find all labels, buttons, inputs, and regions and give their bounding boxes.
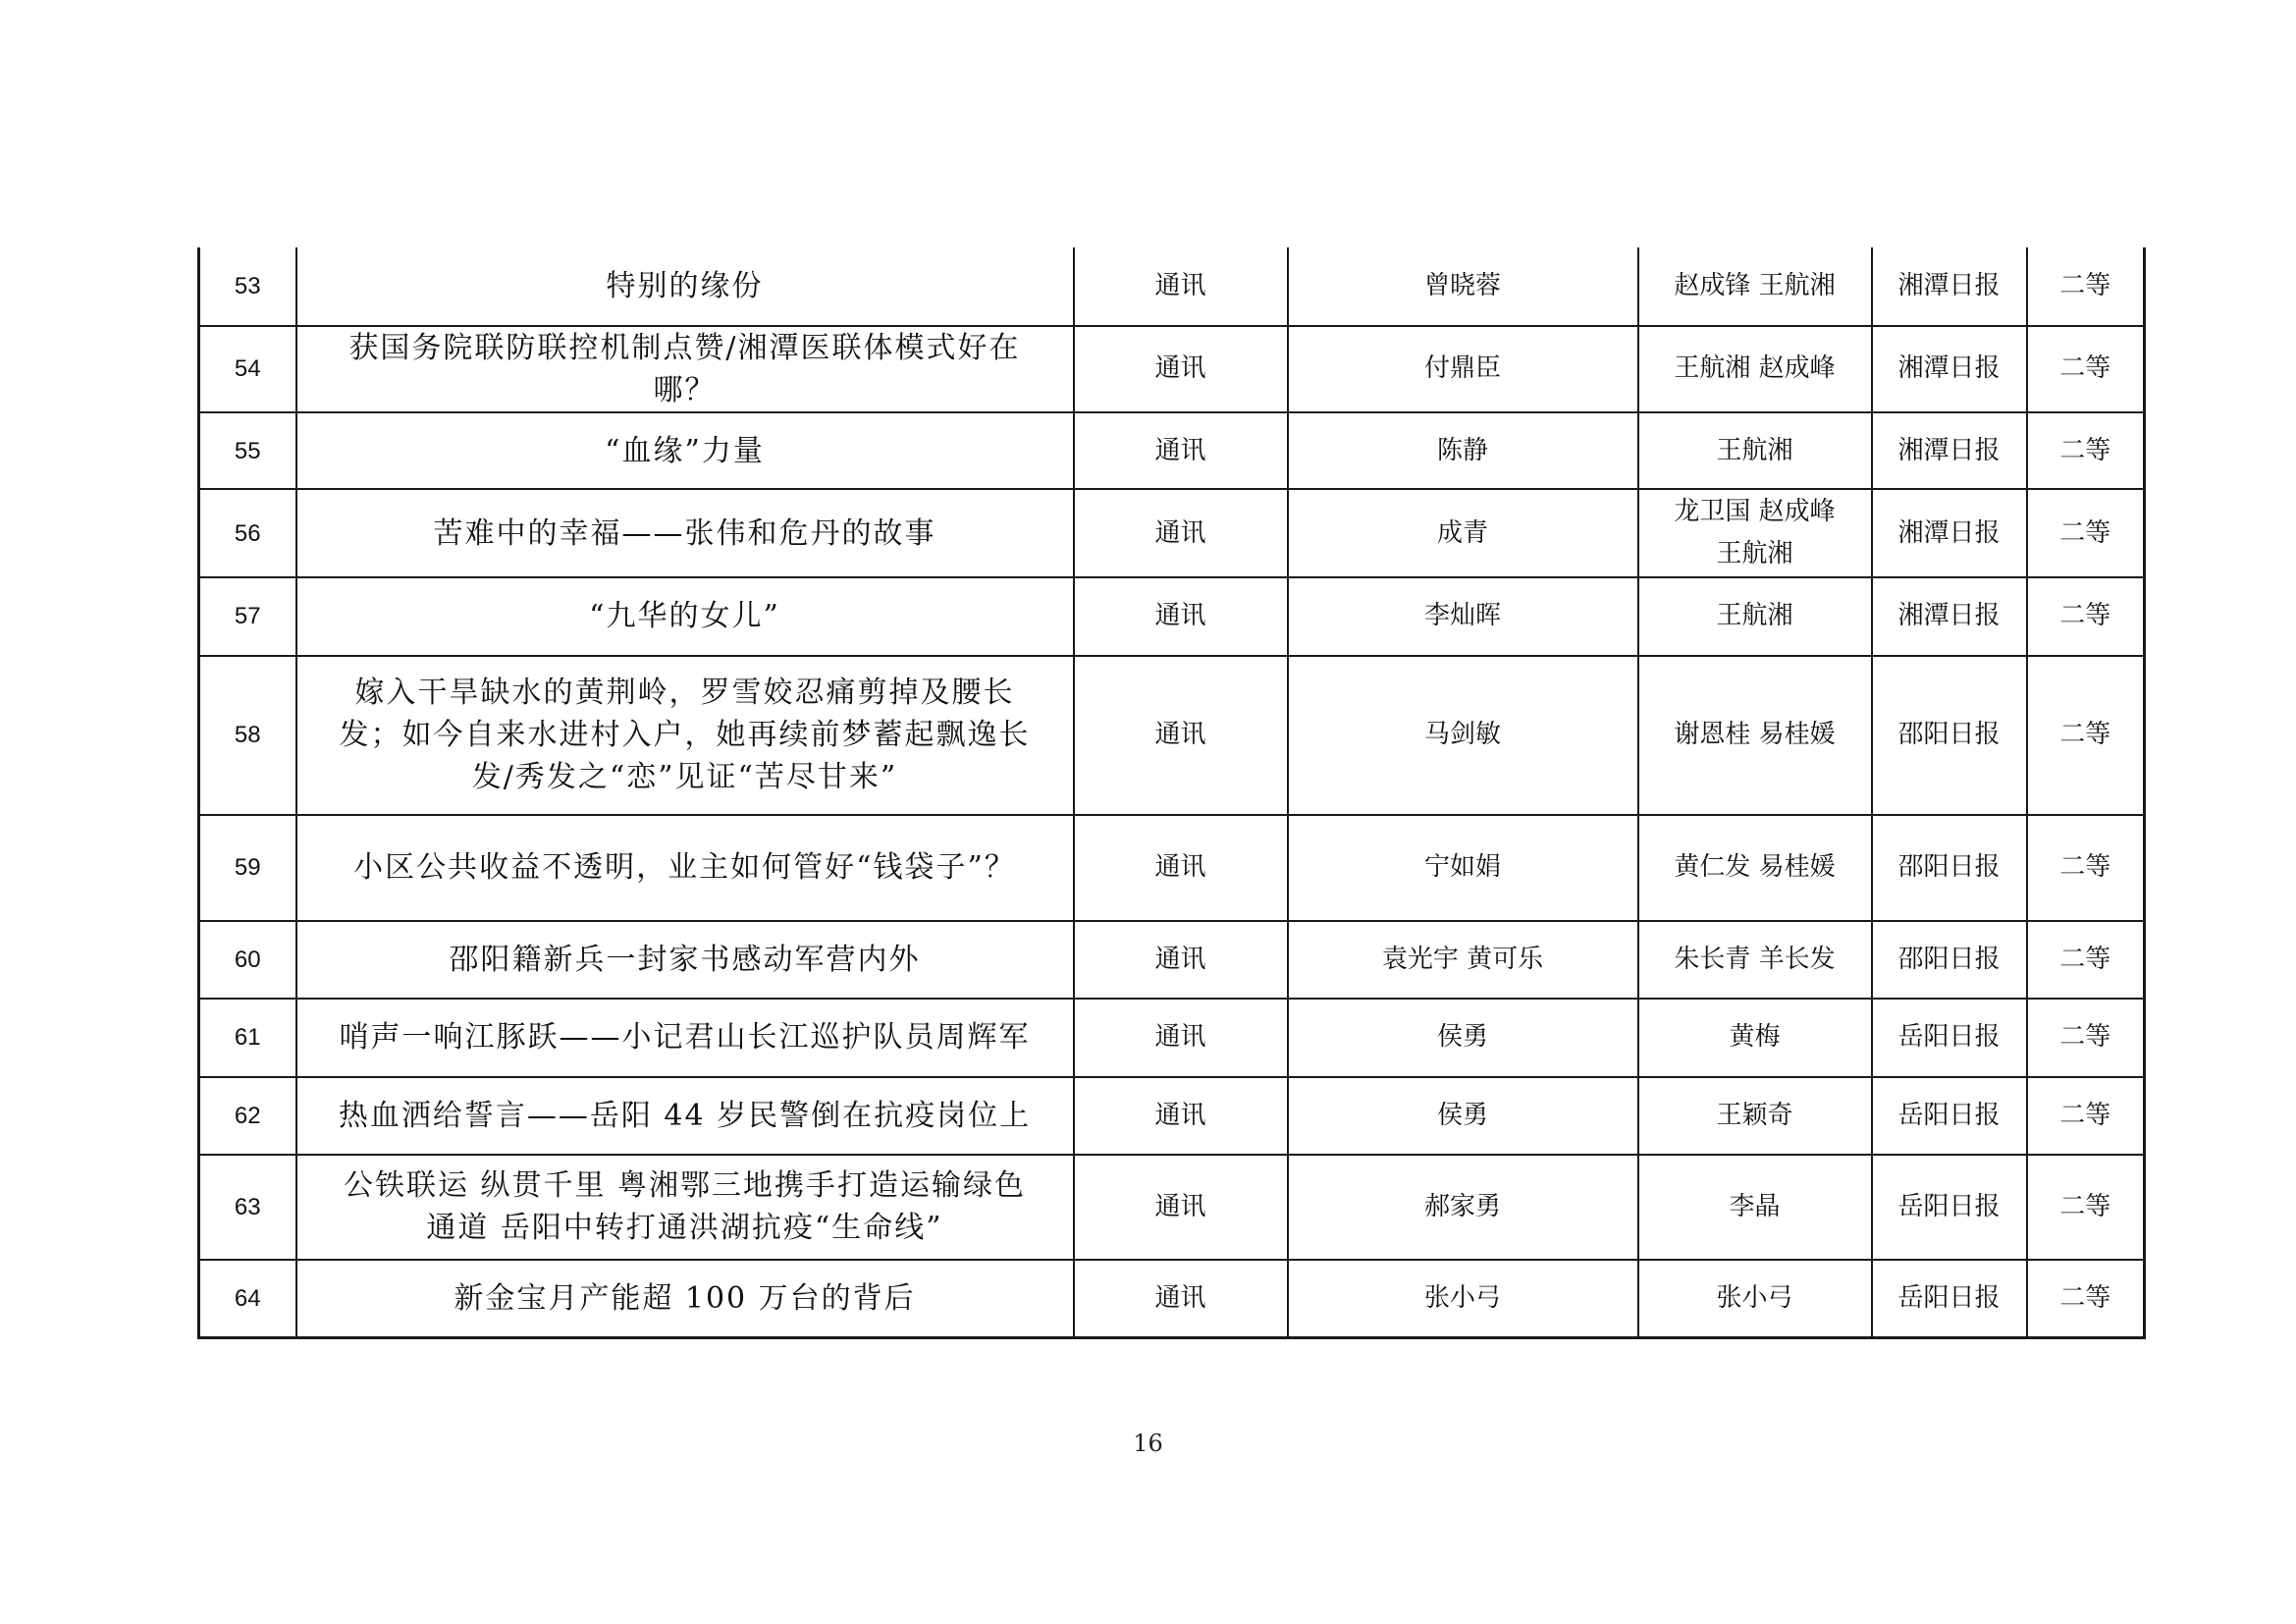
entry-number-cell: 53 [199,247,296,326]
entry-publication-cell: 岳阳日报 [1872,1155,2027,1260]
table-row [199,577,2145,656]
award-table [197,247,2146,1339]
entry-editor-cell: 黄梅 [1638,999,1872,1077]
entry-author-cell: 宁如娟 [1288,815,1638,921]
entry-genre-cell: 通讯 [1074,489,1288,577]
entry-editor-cell: 王航湘 [1638,577,1872,656]
entry-genre-cell: 通讯 [1074,999,1288,1077]
entry-prize-cell: 二等 [2027,656,2145,815]
entry-prize-cell: 二等 [2027,815,2145,921]
entry-title-cell: “血缘”力量 [296,412,1074,489]
entry-title-cell: 哨声一响江豚跃——小记君山长江巡护队员周辉军 [296,999,1074,1077]
entry-publication-cell: 邵阳日报 [1872,815,2027,921]
entry-title-cell: 热血洒给誓言——岳阳 44 岁民警倒在抗疫岗位上 [296,1077,1074,1156]
entry-publication-cell: 湘潭日报 [1872,489,2027,577]
entry-title-cell: 公铁联运 纵贯千里 粤湘鄂三地携手打造运输绿色 通道 岳阳中转打通洪湖抗疫“生命线” [296,1155,1074,1260]
entry-author-cell: 袁光宇 黄可乐 [1288,921,1638,1000]
entry-title-cell: 邵阳籍新兵一封家书感动军营内外 [296,921,1074,1000]
entry-author-cell: 陈静 [1288,412,1638,489]
table-row [199,412,2145,489]
entry-prize-cell: 二等 [2027,1155,2145,1260]
entry-author-cell: 郝家勇 [1288,1155,1638,1260]
entry-number-cell: 59 [199,815,296,921]
entry-genre-cell: 通讯 [1074,815,1288,921]
entry-publication-cell: 邵阳日报 [1872,656,2027,815]
entry-publication-cell: 湘潭日报 [1872,326,2027,413]
entry-author-cell: 马剑敏 [1288,656,1638,815]
entry-number-cell: 60 [199,921,296,1000]
entry-publication-cell: 邵阳日报 [1872,921,2027,1000]
entry-prize-cell: 二等 [2027,247,2145,326]
entry-number-cell: 63 [199,1155,296,1260]
entry-title-cell: 特别的缘份 [296,247,1074,326]
table-row [199,1077,2145,1156]
entry-editor-cell: 王航湘 赵成峰 [1638,326,1872,413]
entry-genre-cell: 通讯 [1074,412,1288,489]
entry-genre-cell: 通讯 [1074,326,1288,413]
entry-title-cell: 苦难中的幸福——张伟和危丹的故事 [296,489,1074,577]
entry-title-cell: “九华的女儿” [296,577,1074,656]
entry-editor-cell: 王航湘 [1638,412,1872,489]
entry-author-cell: 侯勇 [1288,1077,1638,1156]
table-row [199,999,2145,1077]
entry-author-cell: 付鼎臣 [1288,326,1638,413]
entry-editor-cell: 李晶 [1638,1155,1872,1260]
entry-genre-cell: 通讯 [1074,1077,1288,1156]
table-row [199,247,2145,326]
entry-editor-cell: 张小弓 [1638,1260,1872,1338]
entry-editor-cell: 赵成锋 王航湘 [1638,247,1872,326]
entry-prize-cell: 二等 [2027,999,2145,1077]
entry-editor-cell: 黄仁发 易桂媛 [1638,815,1872,921]
entry-author-cell: 成青 [1288,489,1638,577]
entry-publication-cell: 岳阳日报 [1872,1077,2027,1156]
entry-genre-cell: 通讯 [1074,656,1288,815]
entry-prize-cell: 二等 [2027,326,2145,413]
entry-genre-cell: 通讯 [1074,247,1288,326]
entry-publication-cell: 湘潭日报 [1872,577,2027,656]
entry-editor-cell: 龙卫国 赵成峰 王航湘 [1638,489,1872,577]
entry-publication-cell: 湘潭日报 [1872,247,2027,326]
entry-publication-cell: 岳阳日报 [1872,1260,2027,1338]
entry-prize-cell: 二等 [2027,577,2145,656]
table-row [199,1155,2145,1260]
entry-number-cell: 57 [199,577,296,656]
entry-editor-cell: 王颖奇 [1638,1077,1872,1156]
table-row [199,815,2145,921]
entry-genre-cell: 通讯 [1074,1155,1288,1260]
entry-number-cell: 62 [199,1077,296,1156]
entry-number-cell: 58 [199,656,296,815]
entry-genre-cell: 通讯 [1074,921,1288,1000]
entry-author-cell: 侯勇 [1288,999,1638,1077]
entry-number-cell: 54 [199,326,296,413]
entry-genre-cell: 通讯 [1074,577,1288,656]
entry-editor-cell: 谢恩桂 易桂媛 [1638,656,1872,815]
table-row [199,1260,2145,1338]
table-row [199,326,2145,413]
entry-number-cell: 56 [199,489,296,577]
entry-number-cell: 61 [199,999,296,1077]
entry-prize-cell: 二等 [2027,1260,2145,1338]
entry-publication-cell: 湘潭日报 [1872,412,2027,489]
entry-title-cell: 嫁入干旱缺水的黄荆岭，罗雪姣忍痛剪掉及腰长 发；如今自来水进村入户，她再续前梦蓄起飘逸长 发/秀发之“恋”见证“苦尽甘来” [296,656,1074,815]
table-row [199,656,2145,815]
table-row [199,489,2145,577]
entry-prize-cell: 二等 [2027,412,2145,489]
page-number: 16 [1133,1430,1163,1457]
entry-publication-cell: 岳阳日报 [1872,999,2027,1077]
award-table-body [199,247,2145,1337]
entry-number-cell: 64 [199,1260,296,1338]
entry-author-cell: 张小弓 [1288,1260,1638,1338]
entry-genre-cell: 通讯 [1074,1260,1288,1338]
entry-prize-cell: 二等 [2027,921,2145,1000]
entry-number-cell: 55 [199,412,296,489]
entry-author-cell: 李灿晖 [1288,577,1638,656]
entry-title-cell: 获国务院联防联控机制点赞/湘潭医联体模式好在 哪？ [296,326,1074,413]
entry-title-cell: 新金宝月产能超 100 万台的背后 [296,1260,1074,1338]
table-row [199,921,2145,1000]
entry-author-cell: 曾晓蓉 [1288,247,1638,326]
entry-title-cell: 小区公共收益不透明，业主如何管好“钱袋子”？ [296,815,1074,921]
entry-editor-cell: 朱长青 羊长发 [1638,921,1872,1000]
entry-prize-cell: 二等 [2027,489,2145,577]
entry-prize-cell: 二等 [2027,1077,2145,1156]
